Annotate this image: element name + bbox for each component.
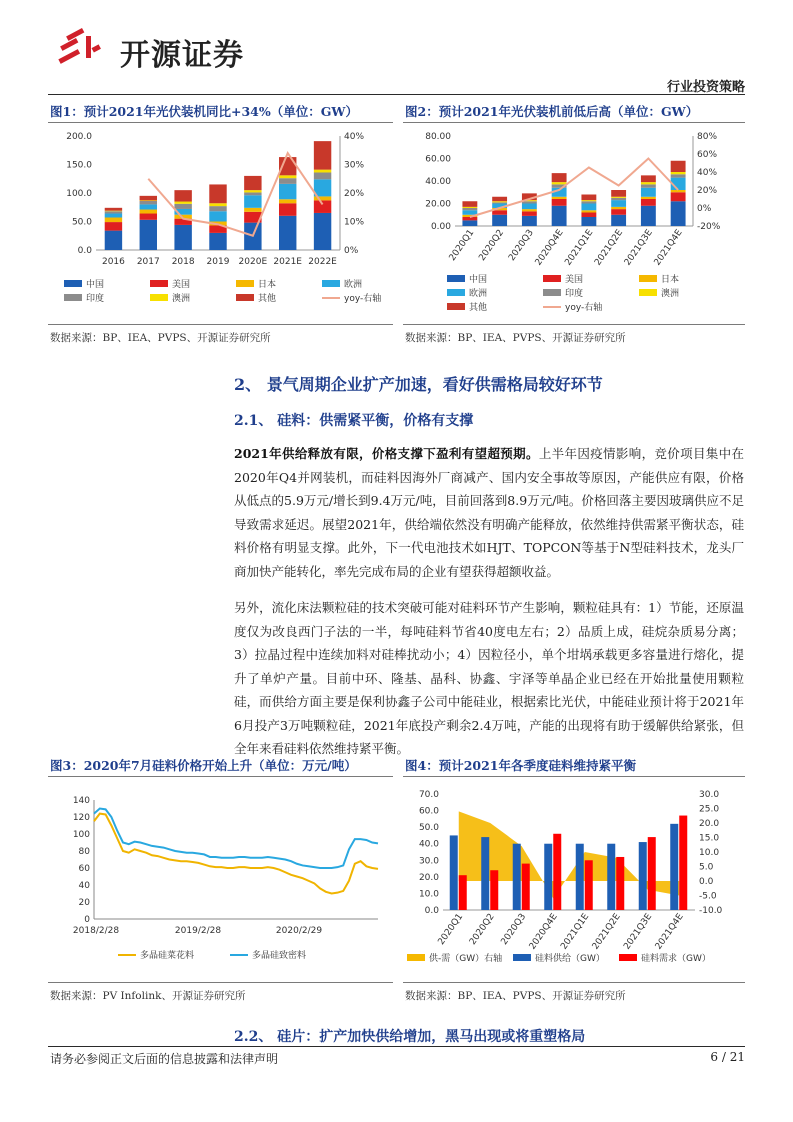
bar-segment xyxy=(492,210,507,215)
fig4-legend-label: 硅料需求（GW） xyxy=(641,954,711,964)
bar-segment xyxy=(244,192,261,195)
y2-tick: 40% xyxy=(697,168,718,178)
bar-segment xyxy=(279,203,296,216)
x-tick: 2021Q4E xyxy=(653,911,686,952)
logo xyxy=(56,26,286,72)
x-tick: 2021Q1E xyxy=(559,911,592,952)
fig2-legend-label: 印度 xyxy=(565,289,584,299)
fig1-legend-label: 印度 xyxy=(86,294,105,304)
y-tick: 80 xyxy=(78,847,90,857)
x-tick: 2021Q4E xyxy=(652,227,685,268)
bar-segment xyxy=(174,190,191,201)
fig2-legend-label: 中国 xyxy=(469,275,488,285)
y-tick: 0.0 xyxy=(77,246,92,256)
price-line xyxy=(94,809,378,869)
bar-segment xyxy=(140,220,157,250)
x-tick: 2020Q4E xyxy=(533,227,566,268)
y-tick: 40 xyxy=(78,881,90,891)
section-label: 行业投资策略 xyxy=(666,80,745,95)
fig3-title: 图3：2020年7月硅料价格开始上升（单位：万元/吨） xyxy=(50,758,357,773)
y2-tick: 10% xyxy=(344,217,365,228)
bar-segment xyxy=(641,182,656,184)
y2-tick: 0.0 xyxy=(699,877,714,887)
y-tick: 20 xyxy=(78,898,90,908)
subsection-heading-2: 2.2、 硅片：扩产加快供给增加，黑马出现或将重塑格局 xyxy=(234,1029,586,1045)
x-tick: 2021Q1E xyxy=(563,227,596,268)
bar-segment xyxy=(552,182,567,184)
fig2-legend-swatch xyxy=(639,275,657,282)
bar-segment xyxy=(641,188,656,197)
y-tick: 40.0 xyxy=(418,839,439,850)
bar xyxy=(450,835,458,910)
fig2-legend-swatch xyxy=(639,289,657,296)
bar-segment xyxy=(105,222,122,231)
fig1-rule-bottom xyxy=(48,324,393,325)
fig1-legend-label: 欧洲 xyxy=(344,280,363,290)
bar-segment xyxy=(462,217,477,220)
y2-tick: 15.0 xyxy=(699,833,720,844)
fig1-legend-swatch xyxy=(150,294,168,301)
bar-segment xyxy=(671,172,686,174)
bar xyxy=(616,857,624,910)
fig4-legend-label: 硅料供给（GW） xyxy=(535,954,605,964)
bar xyxy=(576,844,584,910)
bar-segment xyxy=(522,216,537,226)
fig1-chart xyxy=(48,126,393,322)
brand-name: 开源证券 xyxy=(120,38,244,73)
bar-segment xyxy=(314,200,331,213)
fig2-legend-swatch xyxy=(543,289,561,296)
bar-segment xyxy=(105,214,122,218)
bar xyxy=(670,824,678,910)
bar-segment xyxy=(641,206,656,226)
fig1-legend-label: 美国 xyxy=(172,280,191,290)
bar-segment xyxy=(641,197,656,199)
x-tick: 2020Q1 xyxy=(436,911,466,947)
bar-segment xyxy=(641,175,656,182)
y2-tick: 5.0 xyxy=(699,862,714,873)
bar-segment xyxy=(611,200,626,207)
y-tick: 70.0 xyxy=(418,790,439,800)
bar-segment xyxy=(140,204,157,209)
bar-segment xyxy=(581,200,596,201)
bar-segment xyxy=(174,204,191,209)
fig2-legend-swatch xyxy=(447,275,465,282)
bar-segment xyxy=(581,201,596,203)
y-tick: 60 xyxy=(78,864,90,874)
y-tick: 50.0 xyxy=(418,823,439,834)
fig2-rule-bottom xyxy=(403,324,745,325)
bar-segment xyxy=(209,184,226,203)
bar xyxy=(490,870,498,910)
x-tick: 2017 xyxy=(136,257,160,267)
y-tick: 10.0 xyxy=(418,889,439,900)
fig1-legend-swatch xyxy=(150,280,168,287)
bar-segment xyxy=(209,233,226,250)
bar-segment xyxy=(105,211,122,213)
fig3-source: 数据来源：PV Infolink、开源证券研究所 xyxy=(50,990,246,1002)
price-line xyxy=(94,814,378,894)
y2-tick: -20% xyxy=(697,222,721,232)
x-tick: 2020Q2 xyxy=(468,911,497,947)
fig1-legend-swatch xyxy=(236,294,254,301)
y2-tick: 0% xyxy=(344,246,359,256)
fig2-legend-label: yoy-右轴 xyxy=(565,303,603,313)
y2-tick: 20.0 xyxy=(699,819,720,829)
bar-segment xyxy=(209,206,226,211)
fig1-title: 图1：预计2021年光伏装机同比+34%（单位：GW） xyxy=(50,104,358,119)
y-tick: 100 xyxy=(72,830,90,840)
x-tick: 2021Q3E xyxy=(622,911,655,952)
page-number: 6 / 21 xyxy=(710,1050,745,1064)
fig2-title: 图2：预计2021年光伏装机前低后高（单位：GW） xyxy=(405,104,699,119)
bar-segment xyxy=(244,190,261,192)
bar-segment xyxy=(462,201,477,207)
bar xyxy=(544,844,552,910)
bar-segment xyxy=(552,206,567,226)
fig2-legend-label: 其他 xyxy=(469,303,488,313)
bar-segment xyxy=(140,200,157,201)
y-tick: 40.00 xyxy=(425,177,451,187)
bar-segment xyxy=(174,225,191,250)
footer-disclaimer: 请务必参阅正文后面的信息披露和法律声明 xyxy=(50,1052,279,1066)
bar-segment xyxy=(140,201,157,204)
x-tick: 2020Q4E xyxy=(527,911,560,952)
fig4-chart xyxy=(403,782,745,980)
bar-segment xyxy=(244,208,261,212)
bar-segment xyxy=(611,197,626,198)
bar-segment xyxy=(209,211,226,221)
subsection-heading-1: 2.1、 硅料：供需紧平衡，价格有支撑 xyxy=(234,413,474,429)
x-tick: 2020Q3 xyxy=(499,911,529,947)
y-tick: 0.00 xyxy=(430,222,451,232)
y2-tick: 80% xyxy=(697,132,718,142)
bar-segment xyxy=(641,199,656,206)
x-tick: 2022E xyxy=(308,257,337,267)
x-tick: 2021Q2E xyxy=(593,227,626,268)
bar-segment xyxy=(314,170,331,173)
paragraph-1-lead: 2021年供给释放有限，价格支撑下盈利有望超预期。 xyxy=(234,446,539,461)
y-tick: 80.00 xyxy=(425,132,451,142)
x-tick: 2021Q3E xyxy=(622,227,655,268)
fig1-legend-label: 其他 xyxy=(258,294,277,304)
bar xyxy=(553,834,561,910)
bar-segment xyxy=(671,174,686,177)
y-tick: 100.0 xyxy=(66,189,92,199)
fig1-legend-label: 中国 xyxy=(86,280,105,290)
x-tick: 2020Q1 xyxy=(447,227,477,263)
paragraph-1-body: 上半年因疫情影响，竞价项目集中在2020年Q4并网装机，而硅料因海外厂商减产、国内安全事故等原因，产能供应有限，价格从低点的5.9万元/增长到9.4万元/吨，目前回落到8.9万元/吨。价格回落主要因玻璃供应不足导致需求延迟。展望2021年，供给端依然没有明确产能释放，依然维持供需紧平衡状态，硅料价格有明显支撑。此外，下一代电池技术如HJT、TOPCON等基于N型硅料技术，龙头厂商加快产能转化，率先完成布局的企业有望获得超额收益。 xyxy=(234,446,744,579)
y2-tick: 25.0 xyxy=(699,804,720,815)
bar-segment xyxy=(552,173,567,182)
fig4-legend-swatch xyxy=(619,954,637,961)
bar-segment xyxy=(314,172,331,179)
bar-segment xyxy=(552,199,567,206)
fig2-legend-swatch xyxy=(447,289,465,296)
bar-segment xyxy=(611,215,626,226)
y-tick: 140 xyxy=(72,796,90,806)
fig2-legend-label: 日本 xyxy=(661,275,680,285)
y2-tick: 10.0 xyxy=(699,848,720,858)
fig3-legend-label: 多晶硅致密料 xyxy=(252,951,307,961)
bar-segment xyxy=(671,161,686,172)
y2-tick: -10.0 xyxy=(699,906,723,916)
bar-segment xyxy=(611,190,626,197)
bar xyxy=(648,837,656,910)
bar-segment xyxy=(105,211,122,212)
bar-segment xyxy=(314,141,331,170)
bar-segment xyxy=(671,201,686,226)
fig3-chart xyxy=(48,782,393,980)
bar xyxy=(679,816,687,910)
y-tick: 0 xyxy=(84,915,90,925)
bar-segment xyxy=(174,202,191,204)
bar-segment xyxy=(279,178,296,184)
y2-tick: 40% xyxy=(344,132,365,142)
bar-segment xyxy=(581,204,596,211)
fig1-source: 数据来源：BP、IEA、PVPS、开源证券研究所 xyxy=(50,332,271,344)
bar-segment xyxy=(641,184,656,187)
fig1-legend-label: yoy-右轴 xyxy=(344,294,382,304)
y-tick: 120 xyxy=(72,813,90,823)
fig1-legend-label: 日本 xyxy=(258,280,277,290)
x-tick: 2020E xyxy=(238,257,268,267)
fig4-rule xyxy=(403,776,745,777)
bar xyxy=(585,860,593,910)
fig4-rule-bottom xyxy=(403,982,745,983)
bar xyxy=(522,864,530,910)
bar-segment xyxy=(522,204,537,210)
x-tick: 2020Q3 xyxy=(507,227,536,263)
fig2-source: 数据来源：BP、IEA、PVPS、开源证券研究所 xyxy=(405,332,626,344)
bar-segment xyxy=(462,207,477,208)
bar-segment xyxy=(140,210,157,214)
bar xyxy=(459,875,467,910)
bar-segment xyxy=(522,211,537,216)
y2-tick: 30.0 xyxy=(699,790,720,800)
bar xyxy=(639,842,647,910)
bar-segment xyxy=(105,218,122,223)
y-tick: 150.0 xyxy=(66,160,92,171)
bar-segment xyxy=(314,213,331,250)
x-tick: 2018/2/28 xyxy=(72,926,120,936)
bar-segment xyxy=(581,213,596,218)
y2-tick: 30% xyxy=(344,160,365,171)
y2-tick: 60% xyxy=(697,150,718,160)
x-tick: 2020/2/29 xyxy=(275,926,323,936)
fig4-legend-label: 供-需（GW）右轴 xyxy=(429,954,503,964)
y2-tick: -5.0 xyxy=(699,891,717,902)
fig2-legend-swatch xyxy=(447,303,465,310)
bar-segment xyxy=(611,207,626,209)
fig1-rule xyxy=(48,122,393,123)
bar-segment xyxy=(462,210,477,215)
fig1-legend-swatch xyxy=(64,294,82,301)
fig2-legend-label: 欧洲 xyxy=(469,289,488,299)
bar-segment xyxy=(462,220,477,226)
fig1-legend-label: 澳洲 xyxy=(172,294,191,304)
header-rule xyxy=(48,94,745,95)
footer-rule xyxy=(48,1046,745,1047)
fig1-legend-swatch xyxy=(64,280,82,287)
fig4-legend-swatch xyxy=(407,954,425,961)
fig2-chart xyxy=(403,126,745,322)
y-tick: 60.0 xyxy=(418,806,439,817)
fig2-legend-label: 美国 xyxy=(565,275,584,285)
bar-segment xyxy=(279,175,296,178)
bar xyxy=(607,844,615,910)
bar-segment xyxy=(581,195,596,201)
bar-segment xyxy=(581,210,596,212)
x-tick: 2019/2/28 xyxy=(174,926,222,936)
bar-segment xyxy=(279,216,296,250)
bar-segment xyxy=(140,196,157,201)
bar-segment xyxy=(244,195,261,208)
paragraph-2: 另外，流化床法颗粒硅的技术突破可能对硅料环节产生影响，颗粒硅具有：1）节能，还原温度仅为改良西门子法的一半，每吨硅料节省40度电左右；2）品质上成，硅烷杂质易分离；3）拉晶过程中连续加料对硅棒扰动小；4）因粒径小，单个坩埚承载更多容量进行熔化，提升了单炉产量。目前中环、隆基、晶科、协鑫、宇泽等单晶企业已经在开始批量使用颗粒硅，而供给方面主要是保利协鑫子公司中能硅业，根据索比光伏，中能硅业预计将于2021年6月投产3万吨颗粒硅，2021年底投产剩余2.4万吨，产能的出现将有助于缓解供给紧张，但全年来看硅料依然维持紧平衡。 xyxy=(234,600,744,756)
bar-segment xyxy=(209,203,226,206)
bar-segment xyxy=(279,199,296,203)
y-tick: 30.0 xyxy=(418,856,439,867)
fig2-legend-label: 澳洲 xyxy=(661,289,680,299)
fig1-legend-swatch xyxy=(322,280,340,287)
fig4-source: 数据来源：BP、IEA、PVPS、开源证券研究所 xyxy=(405,990,626,1002)
y2-tick: 20% xyxy=(697,186,718,196)
bar-segment xyxy=(492,201,507,202)
fig3-legend-label: 多晶硅菜花料 xyxy=(140,951,195,961)
y-tick: 20.0 xyxy=(418,872,439,883)
bar-segment xyxy=(671,190,686,192)
bar-segment xyxy=(611,198,626,200)
y2-tick: 20% xyxy=(344,189,365,199)
bar-segment xyxy=(279,184,296,199)
x-tick: 2021Q2E xyxy=(590,911,623,952)
x-tick: 2018 xyxy=(171,257,195,267)
fig3-rule-bottom xyxy=(48,982,393,983)
bar xyxy=(481,837,489,910)
y-tick: 60.00 xyxy=(425,154,451,165)
yoy-line xyxy=(148,153,322,236)
bar-segment xyxy=(671,192,686,201)
x-tick: 2019 xyxy=(206,257,230,267)
bar-segment xyxy=(581,217,596,226)
y-tick: 0.0 xyxy=(424,906,439,916)
bar-segment xyxy=(244,176,261,190)
logo-mark-icon xyxy=(56,26,116,72)
x-tick: 2021E xyxy=(273,257,303,267)
bar-segment xyxy=(105,208,122,211)
fig3-rule xyxy=(48,776,393,777)
y-tick: 20.00 xyxy=(425,199,451,210)
y2-tick: 0% xyxy=(697,204,712,214)
paragraph-1 xyxy=(234,442,744,583)
section-heading: 2、 景气周期企业扩产加速，看好供需格局较好环节 xyxy=(234,375,603,394)
fig2-rule xyxy=(403,122,745,123)
fig4-title: 图4：预计2021年各季度硅料维持紧平衡 xyxy=(405,758,636,773)
bar-segment xyxy=(522,209,537,211)
bar-segment xyxy=(611,209,626,215)
bar-segment xyxy=(140,214,157,220)
bar-segment xyxy=(492,197,507,202)
bar-segment xyxy=(105,231,122,250)
bar-segment xyxy=(552,197,567,199)
fig4-legend-swatch xyxy=(513,954,531,961)
bar-segment xyxy=(492,215,507,226)
x-tick: 2020Q2 xyxy=(477,227,507,263)
bar xyxy=(513,844,521,910)
fig1-legend-swatch xyxy=(236,280,254,287)
y-tick: 50.0 xyxy=(71,217,92,228)
bar-segment xyxy=(462,208,477,210)
x-tick: 2016 xyxy=(101,257,125,267)
bar-segment xyxy=(492,202,507,203)
y-tick: 200.0 xyxy=(66,132,92,142)
fig2-legend-swatch xyxy=(543,275,561,282)
